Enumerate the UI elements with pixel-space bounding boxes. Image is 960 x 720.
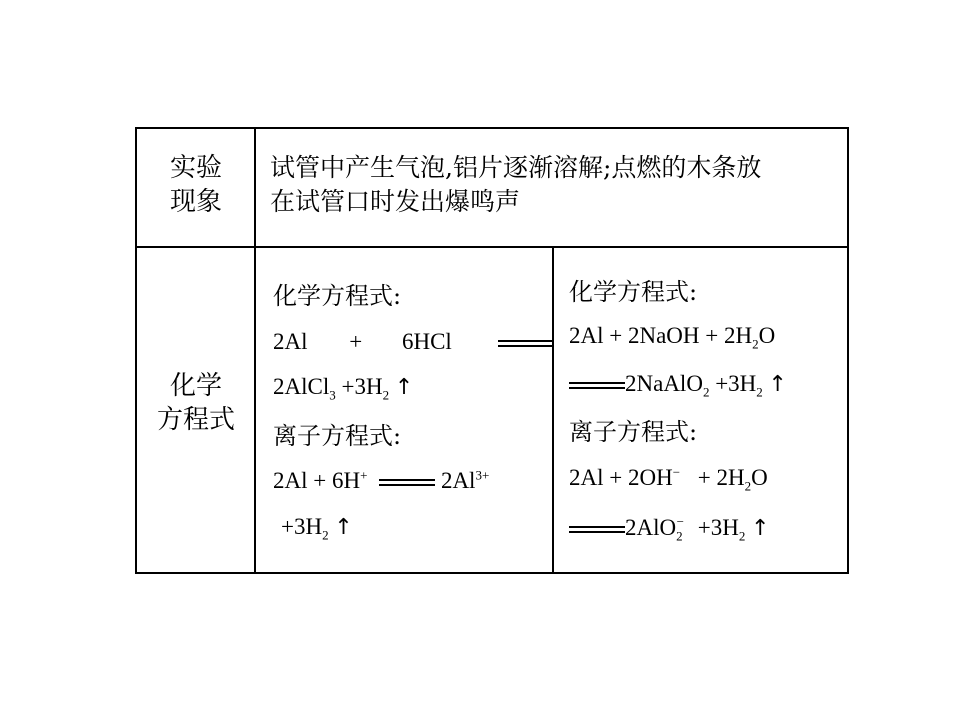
right-chem-oxygen: O (758, 323, 776, 348)
observation-text (270, 151, 761, 219)
right-chem-sub-2: 2 (752, 336, 759, 352)
up-arrow-icon: ↑ (751, 516, 770, 541)
left-chem-line1 (273, 327, 554, 357)
right-chem-h2: +3H (715, 371, 757, 396)
experiment-table (135, 127, 849, 574)
row1-label-line2: 现象 (169, 187, 222, 217)
row-divider (137, 246, 847, 248)
left-chem-reactant-hcl: 6HCl (401, 329, 452, 354)
left-ion-al-ion: 2Al (440, 468, 476, 493)
left-chem-line2 (273, 372, 413, 403)
right-ion-oxygen: O (751, 465, 768, 490)
left-chem-sub-3: 3 (329, 387, 336, 403)
left-ion-h2: +3H (281, 514, 323, 539)
right-chem-line2 (569, 369, 787, 400)
row1-label (151, 151, 241, 219)
up-arrow-icon: ↑ (768, 372, 787, 397)
left-ion-al-charge: 3+ (475, 467, 490, 483)
right-ion-al-oh: 2Al + 2OH (569, 465, 673, 490)
right-ion-water-sub: 2 (744, 478, 752, 494)
left-chem-product-alcl: 2AlCl (273, 374, 330, 399)
right-ion-oh-charge: − (672, 464, 681, 480)
left-chem-plus: + (349, 329, 363, 354)
right-ion-h2: +3H (697, 515, 739, 540)
row2-label-line2: 方程式 (156, 405, 235, 435)
right-ion-alo-charge: − (676, 514, 684, 530)
column-divider (254, 129, 256, 572)
left-ion-heading: 离子方程式: (273, 422, 402, 450)
right-chem-heading: 化学方程式: (569, 278, 698, 306)
right-chem-naalo-sub: 2 (702, 384, 710, 400)
right-chem-naalo: 2NaAlO (625, 371, 703, 396)
left-ion-line2 (281, 512, 353, 543)
left-ion-h2-sub: 2 (322, 527, 329, 543)
right-ion-alo-sub: 2 (676, 528, 683, 544)
left-chem-heading: 化学方程式: (273, 282, 402, 310)
left-chem-reactant-al: 2Al (273, 329, 308, 354)
right-chem-reactants: 2Al + 2NaOH + 2H (569, 323, 753, 348)
left-chem-sub-2: 2 (382, 387, 390, 403)
left-chem-product-h: +3H (341, 374, 383, 399)
right-chem-h2-sub: 2 (756, 384, 763, 400)
row2-label (149, 369, 243, 437)
double-line-equals-icon (498, 340, 554, 347)
right-ion-alo: 2AlO (625, 515, 677, 540)
observation-line1: 试管中产生气泡,铝片逐渐溶解;点燃的木条放 (270, 153, 762, 182)
left-ion-line1 (273, 466, 489, 496)
right-ion-water: + 2H (697, 465, 745, 490)
double-line-equals-icon (569, 526, 625, 533)
right-ion-heading: 离子方程式: (569, 418, 698, 446)
right-ion-line2 (569, 513, 770, 544)
right-chem-line1 (569, 321, 775, 351)
row1-label-line1: 实验 (169, 153, 222, 183)
observation-line2: 在试管口时发出爆鸣声 (270, 187, 521, 216)
row2-label-line1: 化学 (169, 371, 222, 401)
left-ion-h-charge: + (360, 467, 368, 483)
right-ion-h2-sub: 2 (738, 528, 746, 544)
double-line-equals-icon (379, 479, 435, 486)
double-line-equals-icon (569, 382, 625, 389)
left-ion-h: + 6H (313, 468, 361, 493)
up-arrow-icon: ↑ (394, 375, 414, 400)
up-arrow-icon: ↑ (334, 515, 353, 540)
left-ion-al: 2Al (273, 468, 308, 493)
equation-column-divider (552, 246, 554, 572)
right-ion-line1 (569, 463, 768, 493)
